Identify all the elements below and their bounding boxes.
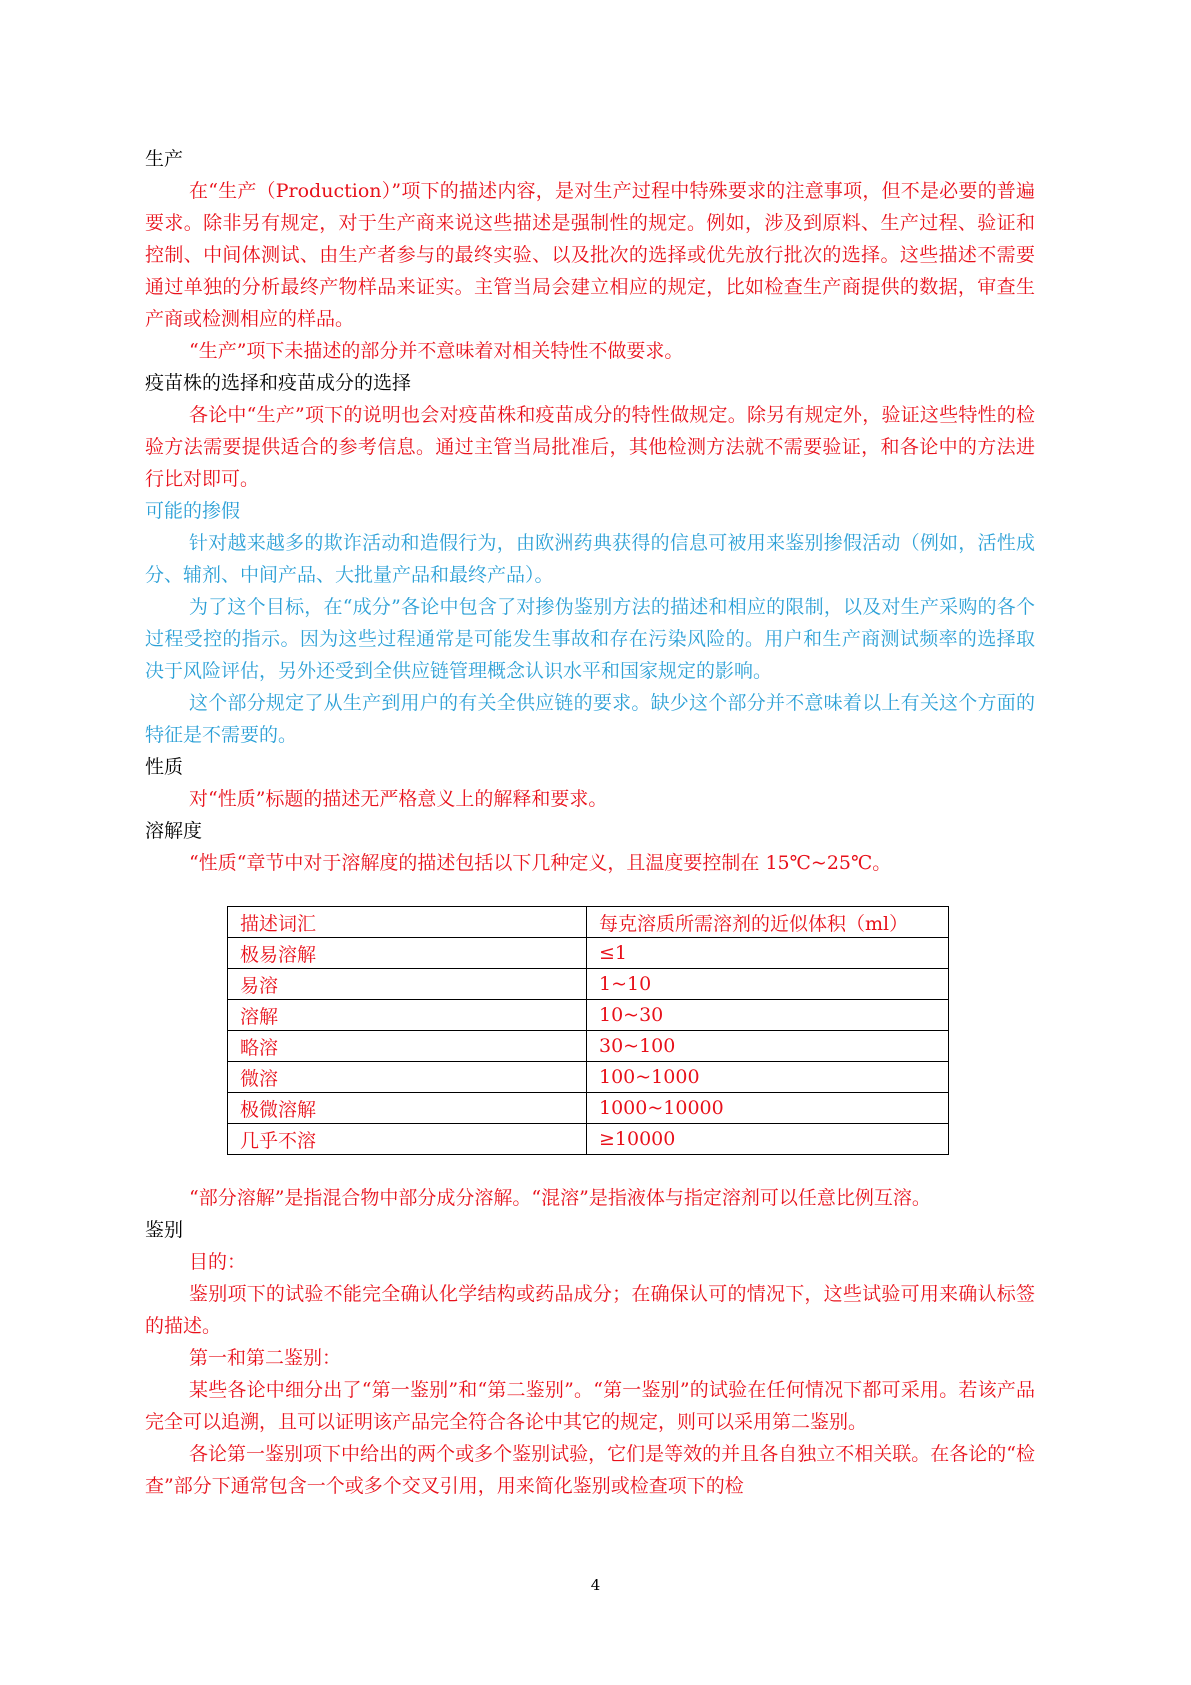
adulteration-paragraph-2: 为了这个目标，在“成分”各论中包含了对掺伪鉴别方法的描述和相应的限制，以及对生产采购的各个过程受控的指示。因为这些过程通常是可能发生事故和存在污染风险的。用户和生产商测试频率的选择取决于风险评估，另外还受到全供应链管理概念认识水平和国家规定的影响。 xyxy=(145,596,1035,682)
table-cell: 极微溶解 xyxy=(228,1093,587,1124)
table-row xyxy=(228,1062,949,1093)
table-cell: 几乎不溶 xyxy=(228,1124,587,1155)
table-cell: 1~10 xyxy=(587,969,949,1000)
production-paragraph-2: “生产”项下未描述的部分并不意味着对相关特性不做要求。 xyxy=(189,340,684,362)
solubility-paragraph: “性质“章节中对于溶解度的描述包括以下几种定义，且温度要控制在 15℃~25℃。 xyxy=(189,852,892,874)
production-paragraph-1: 在“生产（Production）”项下的描述内容，是对生产过程中特殊要求的注意事项，但不是必要的普遍要求。除非另有规定，对于生产商来说这些描述是强制性的规定。例如，涉及到原料、生产过程、验证和控制、中间体测试、由生产者参与的最终实验、以及批次的选择或优先放行批次的选择。这些描述不需要通过单独的分析最终产物样品来证实。主管当局会建立相应的规定，比如检查生产商提供的数据，审查生产商或检测相应的样品。 xyxy=(145,180,1035,330)
table-row xyxy=(228,1093,949,1124)
table-row xyxy=(228,1031,949,1062)
character-paragraph: 对“性质”标题的描述无严格意义上的解释和要求。 xyxy=(189,788,608,810)
page-content xyxy=(145,143,1035,1502)
identification-first-second-label: 第一和第二鉴别： xyxy=(189,1347,342,1369)
table-cell: 极易溶解 xyxy=(228,938,587,969)
table-cell: 1000~10000 xyxy=(587,1093,949,1124)
heading-vaccine-strain: 疫苗株的选择和疫苗成分的选择 xyxy=(145,372,412,394)
identification-purpose-label: 目的： xyxy=(189,1251,247,1273)
table-cell: 略溶 xyxy=(228,1031,587,1062)
table-header-cell: 描述词汇 xyxy=(228,907,587,938)
table-cell: 微溶 xyxy=(228,1062,587,1093)
adulteration-paragraph-1: 针对越来越多的欺诈活动和造假行为，由欧洲药典获得的信息可被用来鉴别掺假活动（例如，活性成分、辅剂、中间产品、大批量产品和最终产品）。 xyxy=(145,532,1035,586)
table-row xyxy=(228,1124,949,1155)
identification-purpose-text: 鉴别项下的试验不能完全确认化学结构或药品成分；在确保认可的情况下，这些试验可用来确认标签的描述。 xyxy=(145,1283,1035,1337)
table-cell: 溶解 xyxy=(228,1000,587,1031)
table-row xyxy=(228,969,949,1000)
table-cell: ≤1 xyxy=(587,938,949,969)
solubility-note: “部分溶解”是指混合物中部分成分溶解。“混溶”是指液体与指定溶剂可以任意比例互溶。 xyxy=(189,1187,931,1209)
vaccine-strain-paragraph: 各论中“生产”项下的说明也会对疫苗株和疫苗成分的特性做规定。除另有规定外，验证这些特性的检验方法需要提供适合的参考信息。通过主管当局批准后，其他检测方法就不需要验证，和各论中的方法进行比对即可。 xyxy=(145,404,1035,490)
table-row xyxy=(228,1000,949,1031)
heading-character: 性质 xyxy=(145,756,184,778)
identification-equivalence-text: 各论第一鉴别项下中给出的两个或多个鉴别试验，它们是等效的并且各自独立不相关联。在各论的“检查”部分下通常包含一个或多个交叉引用，用来简化鉴别或检查项下的检 xyxy=(145,1443,1035,1497)
adulteration-paragraph-3: 这个部分规定了从生产到用户的有关全供应链的要求。缺少这个部分并不意味着以上有关这个方面的特征是不需要的。 xyxy=(145,692,1035,746)
table-header-row xyxy=(228,907,949,938)
solubility-table-wrapper xyxy=(227,906,1035,1155)
identification-first-second-text: 某些各论中细分出了“第一鉴别”和“第二鉴别”。“第一鉴别”的试验在任何情况下都可采用。若该产品完全可以追溯，且可以证明该产品完全符合各论中其它的规定，则可以采用第二鉴别。 xyxy=(145,1379,1035,1433)
table-cell: 100~1000 xyxy=(587,1062,949,1093)
heading-production: 生产 xyxy=(145,148,184,170)
table-cell: ≥10000 xyxy=(587,1124,949,1155)
table-cell: 易溶 xyxy=(228,969,587,1000)
table-row xyxy=(228,938,949,969)
table-cell: 10~30 xyxy=(587,1000,949,1031)
solubility-table xyxy=(227,906,949,1155)
table-cell: 30~100 xyxy=(587,1031,949,1062)
heading-identification: 鉴别 xyxy=(145,1219,184,1241)
table-header-cell: 每克溶质所需溶剂的近似体积（ml） xyxy=(587,907,949,938)
page-number: 4 xyxy=(590,1576,601,1594)
heading-adulteration: 可能的掺假 xyxy=(145,500,241,522)
heading-solubility: 溶解度 xyxy=(145,820,203,842)
